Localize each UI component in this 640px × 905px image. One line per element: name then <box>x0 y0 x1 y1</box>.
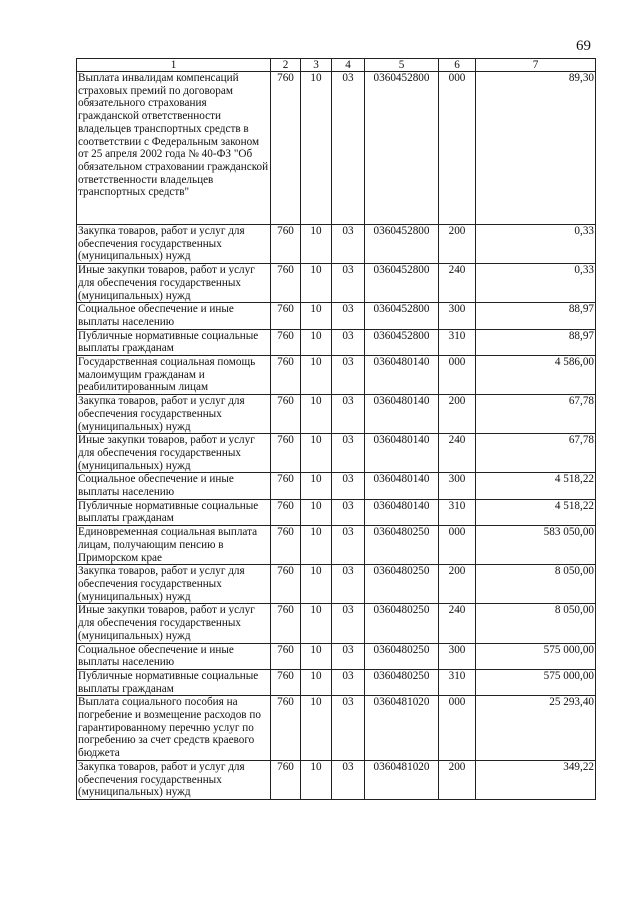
row-name-cell: Выплата социального пособия на погребение и возмещение расходов по гарантированному перечню услуг по погребению за счет средств краевого бюджета <box>77 696 271 761</box>
row-target-cell: 0360480250 <box>365 643 439 669</box>
row-name-cell: Выплата инвалидам компенсаций страховых премий по договорам обязательного страхования гражданской ответственности владельцев транспортных средств в соответствии с Федеральным законом от 25 апреля 2002 года № 40-ФЗ "Об обязательном страховании гражданской ответственности владельцев транспортных средств" <box>77 72 271 225</box>
row-code-cell: 760 <box>271 303 301 329</box>
row-target-cell: 0360480250 <box>365 565 439 604</box>
row-name-cell: Иные закупки товаров, работ и услуг для обеспечения государственных (муниципальных) нужд <box>77 264 271 303</box>
row-expense-type-cell: 000 <box>439 526 476 565</box>
row-amount-cell: 583 050,00 <box>476 526 596 565</box>
row-code-cell: 760 <box>271 565 301 604</box>
row-subsection-cell: 03 <box>332 604 365 643</box>
header-col-5: 5 <box>365 59 439 72</box>
row-amount-cell: 4 586,00 <box>476 356 596 395</box>
row-code-cell: 760 <box>271 356 301 395</box>
table-header-row <box>77 59 596 72</box>
table-row <box>77 303 596 329</box>
row-subsection-cell: 03 <box>332 303 365 329</box>
row-name-cell: Публичные нормативные социальные выплаты гражданам <box>77 499 271 525</box>
row-code-cell: 760 <box>271 264 301 303</box>
row-subsection-cell: 03 <box>332 395 365 434</box>
budget-table <box>76 58 596 800</box>
row-name-cell: Закупка товаров, работ и услуг для обеспечения государственных (муниципальных) нужд <box>77 225 271 264</box>
row-target-cell: 0360452800 <box>365 264 439 303</box>
row-expense-type-cell: 240 <box>439 264 476 303</box>
row-name-cell: Государственная социальная помощь малоимущим гражданам и реабилитированным лицам <box>77 356 271 395</box>
row-section-cell: 10 <box>301 696 332 761</box>
row-amount-cell: 88,97 <box>476 303 596 329</box>
row-name-cell: Закупка товаров, работ и услуг для обеспечения государственных (муниципальных) нужд <box>77 760 271 799</box>
row-code-cell: 760 <box>271 473 301 499</box>
row-section-cell: 10 <box>301 604 332 643</box>
row-amount-cell: 4 518,22 <box>476 473 596 499</box>
row-amount-cell: 4 518,22 <box>476 499 596 525</box>
table-row <box>77 565 596 604</box>
row-expense-type-cell: 310 <box>439 329 476 355</box>
row-name-cell: Социальное обеспечение и иные выплаты населению <box>77 473 271 499</box>
header-col-7: 7 <box>476 59 596 72</box>
row-amount-cell: 8 050,00 <box>476 565 596 604</box>
row-target-cell: 0360480140 <box>365 395 439 434</box>
row-expense-type-cell: 240 <box>439 434 476 473</box>
row-section-cell: 10 <box>301 473 332 499</box>
table-row <box>77 329 596 355</box>
row-expense-type-cell: 310 <box>439 669 476 695</box>
row-section-cell: 10 <box>301 225 332 264</box>
row-subsection-cell: 03 <box>332 643 365 669</box>
row-section-cell: 10 <box>301 565 332 604</box>
header-col-3: 3 <box>301 59 332 72</box>
row-subsection-cell: 03 <box>332 669 365 695</box>
row-section-cell: 10 <box>301 303 332 329</box>
row-expense-type-cell: 310 <box>439 499 476 525</box>
table-row <box>77 604 596 643</box>
row-section-cell: 10 <box>301 434 332 473</box>
row-section-cell: 10 <box>301 72 332 225</box>
row-code-cell: 760 <box>271 526 301 565</box>
row-name-cell: Социальное обеспечение и иные выплаты населению <box>77 303 271 329</box>
table-row <box>77 526 596 565</box>
table-row <box>77 395 596 434</box>
page-number: 69 <box>576 38 591 54</box>
table-row <box>77 669 596 695</box>
row-subsection-cell: 03 <box>332 72 365 225</box>
row-target-cell: 0360452800 <box>365 303 439 329</box>
row-subsection-cell: 03 <box>332 434 365 473</box>
row-name-cell: Закупка товаров, работ и услуг для обеспечения государственных (муниципальных) нужд <box>77 565 271 604</box>
table-row <box>77 356 596 395</box>
row-section-cell: 10 <box>301 760 332 799</box>
row-amount-cell: 349,22 <box>476 760 596 799</box>
row-section-cell: 10 <box>301 356 332 395</box>
row-target-cell: 0360480140 <box>365 499 439 525</box>
row-expense-type-cell: 000 <box>439 356 476 395</box>
header-col-6: 6 <box>439 59 476 72</box>
row-section-cell: 10 <box>301 499 332 525</box>
row-target-cell: 0360481020 <box>365 760 439 799</box>
row-section-cell: 10 <box>301 329 332 355</box>
row-subsection-cell: 03 <box>332 356 365 395</box>
row-code-cell: 760 <box>271 760 301 799</box>
row-name-cell: Единовременная социальная выплата лицам, получающим пенсию в Приморском крае <box>77 526 271 565</box>
row-code-cell: 760 <box>271 395 301 434</box>
row-target-cell: 0360452800 <box>365 72 439 225</box>
row-section-cell: 10 <box>301 264 332 303</box>
row-code-cell: 760 <box>271 643 301 669</box>
row-name-cell: Социальное обеспечение и иные выплаты населению <box>77 643 271 669</box>
row-expense-type-cell: 000 <box>439 696 476 761</box>
row-target-cell: 0360481020 <box>365 696 439 761</box>
row-target-cell: 0360452800 <box>365 225 439 264</box>
row-amount-cell: 67,78 <box>476 395 596 434</box>
row-subsection-cell: 03 <box>332 760 365 799</box>
row-expense-type-cell: 200 <box>439 565 476 604</box>
row-section-cell: 10 <box>301 395 332 434</box>
row-code-cell: 760 <box>271 72 301 225</box>
row-subsection-cell: 03 <box>332 473 365 499</box>
row-subsection-cell: 03 <box>332 696 365 761</box>
row-section-cell: 10 <box>301 643 332 669</box>
row-subsection-cell: 03 <box>332 499 365 525</box>
row-expense-type-cell: 300 <box>439 303 476 329</box>
row-section-cell: 10 <box>301 526 332 565</box>
row-name-cell: Публичные нормативные социальные выплаты гражданам <box>77 669 271 695</box>
row-target-cell: 0360480140 <box>365 356 439 395</box>
row-name-cell: Иные закупки товаров, работ и услуг для обеспечения государственных (муниципальных) нужд <box>77 604 271 643</box>
row-target-cell: 0360480140 <box>365 473 439 499</box>
row-amount-cell: 0,33 <box>476 264 596 303</box>
row-subsection-cell: 03 <box>332 264 365 303</box>
row-expense-type-cell: 300 <box>439 473 476 499</box>
table-row <box>77 499 596 525</box>
table-row <box>77 643 596 669</box>
row-subsection-cell: 03 <box>332 565 365 604</box>
header-col-4: 4 <box>332 59 365 72</box>
row-target-cell: 0360480250 <box>365 604 439 643</box>
row-name-cell: Публичные нормативные социальные выплаты гражданам <box>77 329 271 355</box>
row-target-cell: 0360480250 <box>365 669 439 695</box>
table-row <box>77 434 596 473</box>
row-expense-type-cell: 200 <box>439 225 476 264</box>
row-amount-cell: 8 050,00 <box>476 604 596 643</box>
header-col-2: 2 <box>271 59 301 72</box>
table-row <box>77 264 596 303</box>
row-code-cell: 760 <box>271 604 301 643</box>
row-amount-cell: 89,30 <box>476 72 596 225</box>
table-row <box>77 225 596 264</box>
row-amount-cell: 575 000,00 <box>476 643 596 669</box>
table-row <box>77 760 596 799</box>
row-expense-type-cell: 200 <box>439 760 476 799</box>
row-code-cell: 760 <box>271 499 301 525</box>
row-target-cell: 0360452800 <box>365 329 439 355</box>
row-expense-type-cell: 300 <box>439 643 476 669</box>
row-section-cell: 10 <box>301 669 332 695</box>
row-expense-type-cell: 000 <box>439 72 476 225</box>
row-code-cell: 760 <box>271 669 301 695</box>
row-subsection-cell: 03 <box>332 329 365 355</box>
row-name-cell: Закупка товаров, работ и услуг для обеспечения государственных (муниципальных) нужд <box>77 395 271 434</box>
row-expense-type-cell: 200 <box>439 395 476 434</box>
table-row <box>77 72 596 225</box>
row-amount-cell: 0,33 <box>476 225 596 264</box>
row-target-cell: 0360480140 <box>365 434 439 473</box>
table-row <box>77 473 596 499</box>
row-target-cell: 0360480250 <box>365 526 439 565</box>
row-code-cell: 760 <box>271 329 301 355</box>
row-subsection-cell: 03 <box>332 526 365 565</box>
row-amount-cell: 25 293,40 <box>476 696 596 761</box>
row-code-cell: 760 <box>271 434 301 473</box>
row-subsection-cell: 03 <box>332 225 365 264</box>
header-col-1: 1 <box>77 59 271 72</box>
row-amount-cell: 88,97 <box>476 329 596 355</box>
row-amount-cell: 67,78 <box>476 434 596 473</box>
row-code-cell: 760 <box>271 696 301 761</box>
row-name-cell: Иные закупки товаров, работ и услуг для обеспечения государственных (муниципальных) нужд <box>77 434 271 473</box>
row-code-cell: 760 <box>271 225 301 264</box>
row-amount-cell: 575 000,00 <box>476 669 596 695</box>
table-row <box>77 696 596 761</box>
row-expense-type-cell: 240 <box>439 604 476 643</box>
